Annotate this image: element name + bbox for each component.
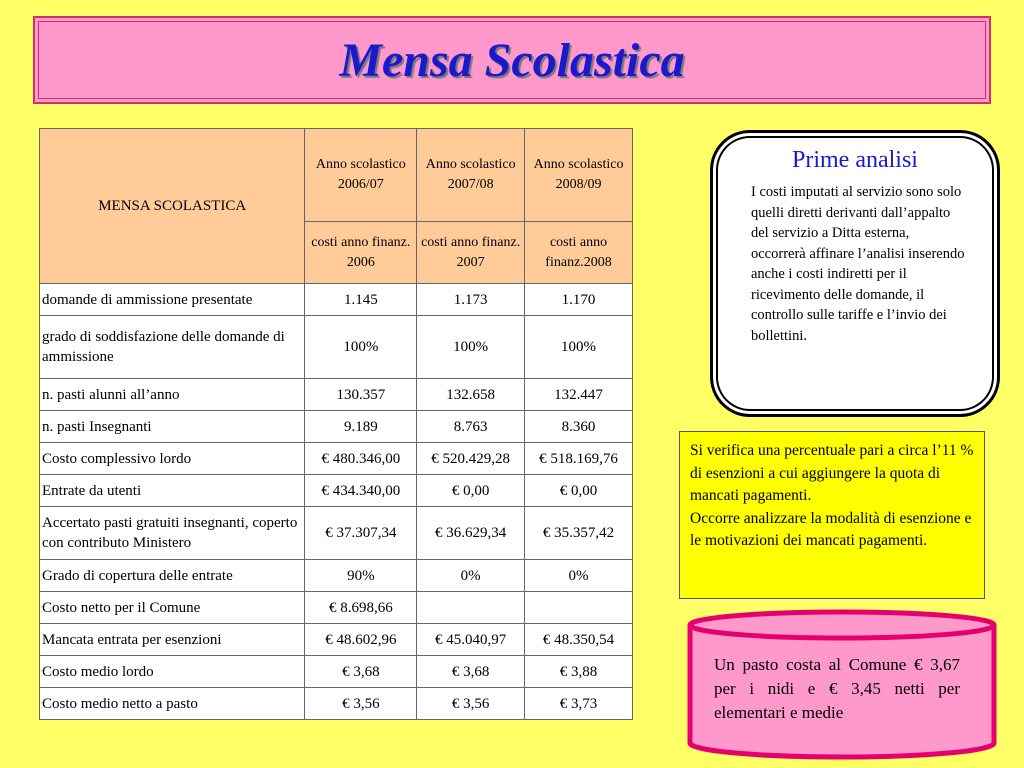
row-value: € 518.169,76 [525, 443, 633, 475]
page-title: Mensa Scolastica [339, 33, 685, 87]
table-row [40, 475, 633, 507]
row-label: Costo netto per il Comune [40, 592, 305, 624]
table-row [40, 507, 633, 560]
row-value: 132.658 [417, 379, 525, 411]
row-value: € 37.307,34 [305, 507, 417, 560]
table-row [40, 284, 633, 316]
year-header-2006: Anno scolastico 2006/07 [305, 129, 417, 222]
row-value: € 3,68 [305, 656, 417, 688]
row-value: 100% [305, 316, 417, 379]
row-value: 0% [525, 560, 633, 592]
row-value: 1.173 [417, 284, 525, 316]
row-value: € 45.040,97 [417, 624, 525, 656]
row-label: Grado di copertura delle entrate [40, 560, 305, 592]
cost-table [39, 128, 633, 720]
table-row [40, 688, 633, 720]
row-value: 1.170 [525, 284, 633, 316]
row-value: € 0,00 [417, 475, 525, 507]
row-value: € 520.429,28 [417, 443, 525, 475]
row-value: € 3,88 [525, 656, 633, 688]
row-value: € 0,00 [525, 475, 633, 507]
row-value: 0% [417, 560, 525, 592]
row-value: 90% [305, 560, 417, 592]
table-corner-header: MENSA SCOLASTICA [40, 129, 305, 284]
row-label: Mancata entrata per esenzioni [40, 624, 305, 656]
table-row [40, 656, 633, 688]
row-value: 130.357 [305, 379, 417, 411]
row-value: € 3,56 [417, 688, 525, 720]
table-row [40, 411, 633, 443]
row-value: € 480.346,00 [305, 443, 417, 475]
row-value: 8.763 [417, 411, 525, 443]
row-label: n. pasti alunni all’anno [40, 379, 305, 411]
exemption-note-line2: Occorre analizzare la modalità di esenzione e le motivazioni dei mancati pagamenti. [690, 509, 972, 549]
row-value: € 3,56 [305, 688, 417, 720]
row-label: Accertato pasti gratuiti insegnanti, coperto con contributo Ministero [40, 507, 305, 560]
exemption-note [679, 431, 985, 599]
row-value: € 36.629,34 [417, 507, 525, 560]
cost-header-2006: costi anno finanz. 2006 [305, 222, 417, 284]
row-label: Costo complessivo lordo [40, 443, 305, 475]
row-value: € 3,68 [417, 656, 525, 688]
cost-header-2008: costi anno finanz.2008 [525, 222, 633, 284]
row-label: Costo medio lordo [40, 656, 305, 688]
row-label: Entrate da utenti [40, 475, 305, 507]
row-label: Costo medio netto a pasto [40, 688, 305, 720]
year-header-2007: Anno scolastico 2007/08 [417, 129, 525, 222]
row-value: € 48.350,54 [525, 624, 633, 656]
meal-cost-text: Un pasto costa al Comune € 3,67 per i nidi e € 3,45 netti per elementari e medie [714, 655, 960, 722]
row-value: 100% [525, 316, 633, 379]
prime-analisi-panel [710, 130, 1000, 417]
row-value: 9.189 [305, 411, 417, 443]
row-value: 100% [417, 316, 525, 379]
table-row [40, 624, 633, 656]
exemption-note-line1: Si verifica una percentuale pari a circa l’11 % di esenzioni a cui aggiungere la quota di mancati pagamenti. [690, 442, 974, 504]
prime-analisi-text: I costi imputati al servizio sono solo quelli diretti derivanti dall’appalto del servizio a Ditta esterna, occorrerà affinare l’analisi inserendo anche i costi indiretti per il ricevimento delle domande, il controllo sulle tariffe e l’invio dei bollettini. [751, 184, 965, 344]
row-label: n. pasti Insegnanti [40, 411, 305, 443]
year-header-2008: Anno scolastico 2008/09 [525, 129, 633, 222]
table-row [40, 592, 633, 624]
table-row [40, 379, 633, 411]
row-value: € 35.357,42 [525, 507, 633, 560]
row-value: € 3,73 [525, 688, 633, 720]
title-banner [33, 16, 991, 104]
table-row [40, 316, 633, 379]
row-value: 8.360 [525, 411, 633, 443]
row-value: € 48.602,96 [305, 624, 417, 656]
row-value: € 8.698,66 [305, 592, 417, 624]
row-value [525, 592, 633, 624]
row-value: 132.447 [525, 379, 633, 411]
table-row [40, 560, 633, 592]
row-label: domande di ammissione presentate [40, 284, 305, 316]
row-label: grado di soddisfazione delle domande di ammissione [40, 316, 305, 379]
table-row [40, 443, 633, 475]
row-value [417, 592, 525, 624]
cost-header-2007: costi anno finanz. 2007 [417, 222, 525, 284]
meal-cost-cylinder [686, 609, 998, 761]
prime-analisi-title: Prime analisi [792, 147, 918, 173]
row-value: 1.145 [305, 284, 417, 316]
row-value: € 434.340,00 [305, 475, 417, 507]
